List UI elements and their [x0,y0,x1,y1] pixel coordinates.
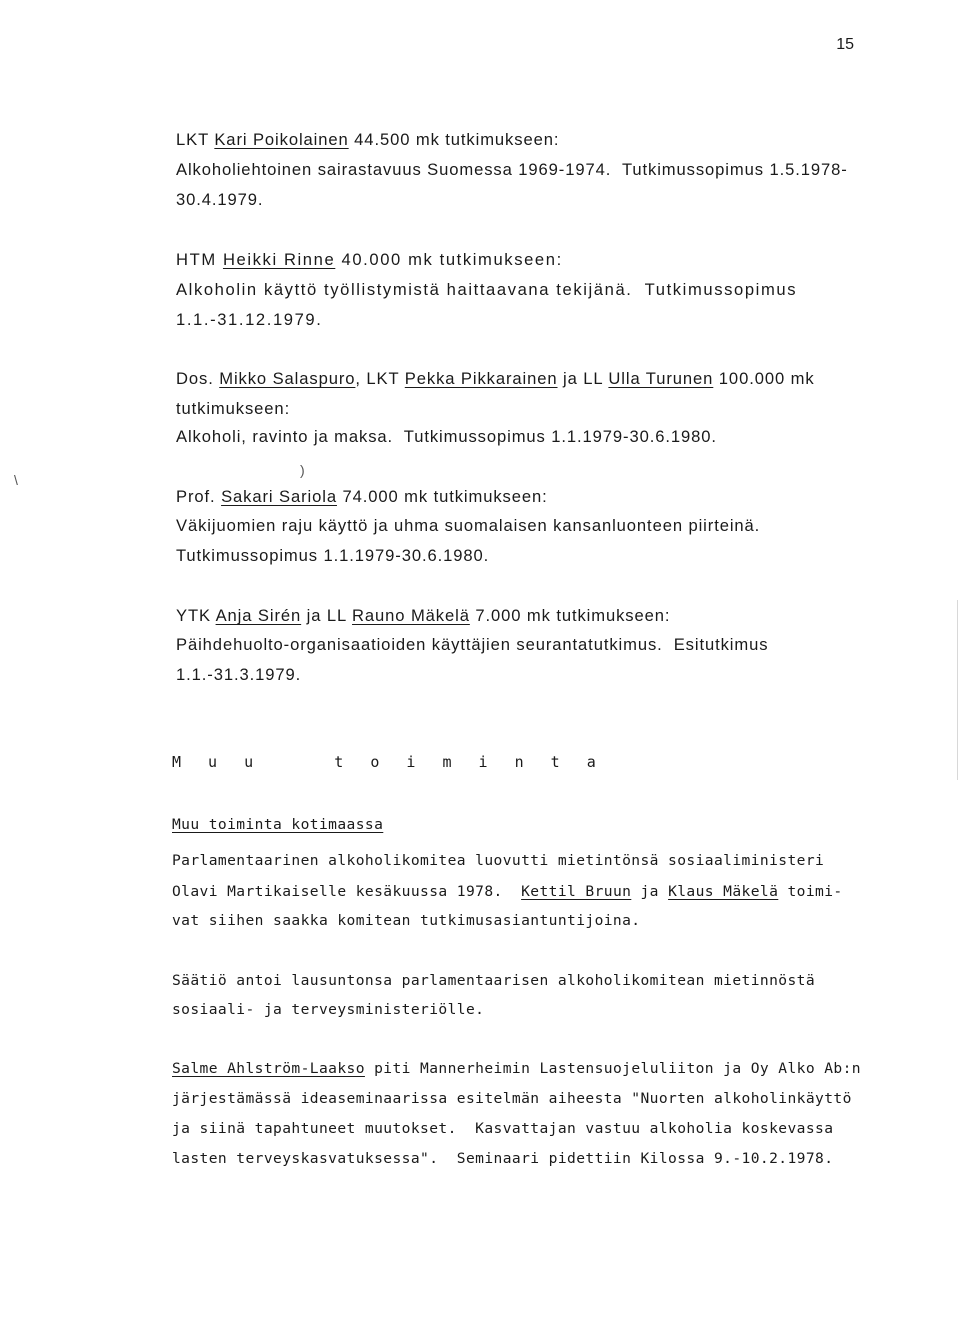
text-run: 7.000 mk tutkimukseen: [469,606,671,625]
page-number: 15 [836,36,854,53]
subsection-heading: Muu toiminta kotimaassa [172,816,384,833]
text-run: YTK [176,606,216,625]
person-name: Sakari Sariola [221,487,337,506]
grant-line [176,250,563,270]
text-run: Parlamentaarinen alkoholikomitea luovutti mietintönsä sosiaaliministeri [172,852,825,869]
text-run: 1.1.-31.3.1979. [176,665,302,684]
person-name: Salme Ahlström-Laakso [172,1060,365,1077]
scan-edge-mark [957,600,958,780]
grant-line [176,427,717,447]
text-run: 1.1.-31.12.1979. [176,310,323,329]
text-run: 40.000 mk tutkimukseen: [335,250,563,269]
grant-line [176,487,548,507]
grant-line [176,606,670,626]
text-run: 30.4.1979. [176,190,264,209]
grant-line [176,130,559,150]
paragraph-line [172,851,824,871]
text-run: ja LL [301,606,353,625]
text-run: vat siihen saakka komitean tutkimusasiantuntijoina. [172,912,641,929]
text-run: Väkijuomien raju käyttö ja uhma suomalaisen kansanluonteen piirteinä. [176,516,761,535]
text-run: Dos. [176,369,220,388]
paragraph-line [172,1149,833,1169]
grant-line [176,516,760,536]
person-name: Ulla Turunen [608,369,714,388]
grant-line [176,310,322,330]
text-run: toimi- [778,883,843,900]
grant-line [176,280,797,300]
text-run: Alkoholin käyttö työllistymistä haittaavana tekijänä. Tutkimussopimus [176,280,798,299]
section-heading: M u u t o i m i n t a [172,753,605,771]
person-name: Heikki Rinne [222,250,336,269]
person-name: Kari Poikolainen [214,130,349,149]
text-run: 44.500 mk tutkimukseen: [348,130,560,149]
stray-mark: ) [300,462,305,478]
person-name: Kettil Bruun [521,883,632,900]
text-run: ja [631,883,669,900]
paragraph-line [172,1119,833,1139]
text-run: LKT [176,130,215,149]
text-run: 74.000 mk tutkimukseen: [336,487,548,506]
person-name: Rauno Mäkelä [352,606,470,625]
text-run: Päihdehuolto-organisaatioiden käyttäjien seurantatutkimus. Esitutkimus [176,635,769,654]
text-run: 100.000 mk [713,369,815,388]
paragraph-line [172,911,641,931]
text-run: ja LL [557,369,609,388]
text-run: lasten terveyskasvatuksessa". Seminaari pidettiin Kilossa 9.-10.2.1978. [172,1150,834,1167]
grant-line [176,635,768,655]
person-name: Pekka Pikkarainen [404,369,558,388]
text-run: , LKT [355,369,405,388]
text-run: HTM [176,250,223,269]
grant-line [176,546,489,566]
text-run: Alkoholi, ravinto ja maksa. Tutkimussopimus 1.1.1979-30.6.1980. [176,427,717,446]
text-run: piti Mannerheimin Lastensuojeluliiton ja Oy Alko Ab:n [364,1060,861,1077]
paragraph-line [172,971,815,991]
paragraph-line [172,1059,861,1079]
paragraph-line [172,882,843,902]
paragraph-line [172,1089,852,1109]
grant-line [176,665,301,685]
text-run: ja siinä tapahtuneet muutokset. Kasvattajan vastuu alkoholia koskevassa [172,1120,834,1137]
text-run: Tutkimussopimus 1.1.1979-30.6.1980. [176,546,490,565]
grant-line [176,190,263,210]
grant-line [176,160,848,180]
text-run: Alkoholiehtoinen sairastavuus Suomessa 1969-1974. Tutkimussopimus 1.5.1978- [176,160,848,179]
text-run: Prof. [176,487,222,506]
paragraph-line [172,1000,484,1020]
person-name: Klaus Mäkelä [668,883,779,900]
text-run: Säätiö antoi lausuntonsa parlamentaarisen alkoholikomitean mietinnöstä [172,972,816,989]
text-run: sosiaali- ja terveysministeriölle. [172,1001,485,1018]
person-name: Mikko Salaspuro [219,369,356,388]
stray-mark-left: \ [14,472,18,488]
text-run: tutkimukseen: [176,399,291,418]
grant-line [176,399,290,419]
person-name: Anja Sirén [215,606,302,625]
text-run: järjestämässä ideaseminaarissa esitelmän aiheesta "Nuorten alkoholinkäyttö [172,1090,852,1107]
grant-line [176,369,815,389]
text-run: Olavi Martikaiselle kesäkuussa 1978. [172,883,522,900]
